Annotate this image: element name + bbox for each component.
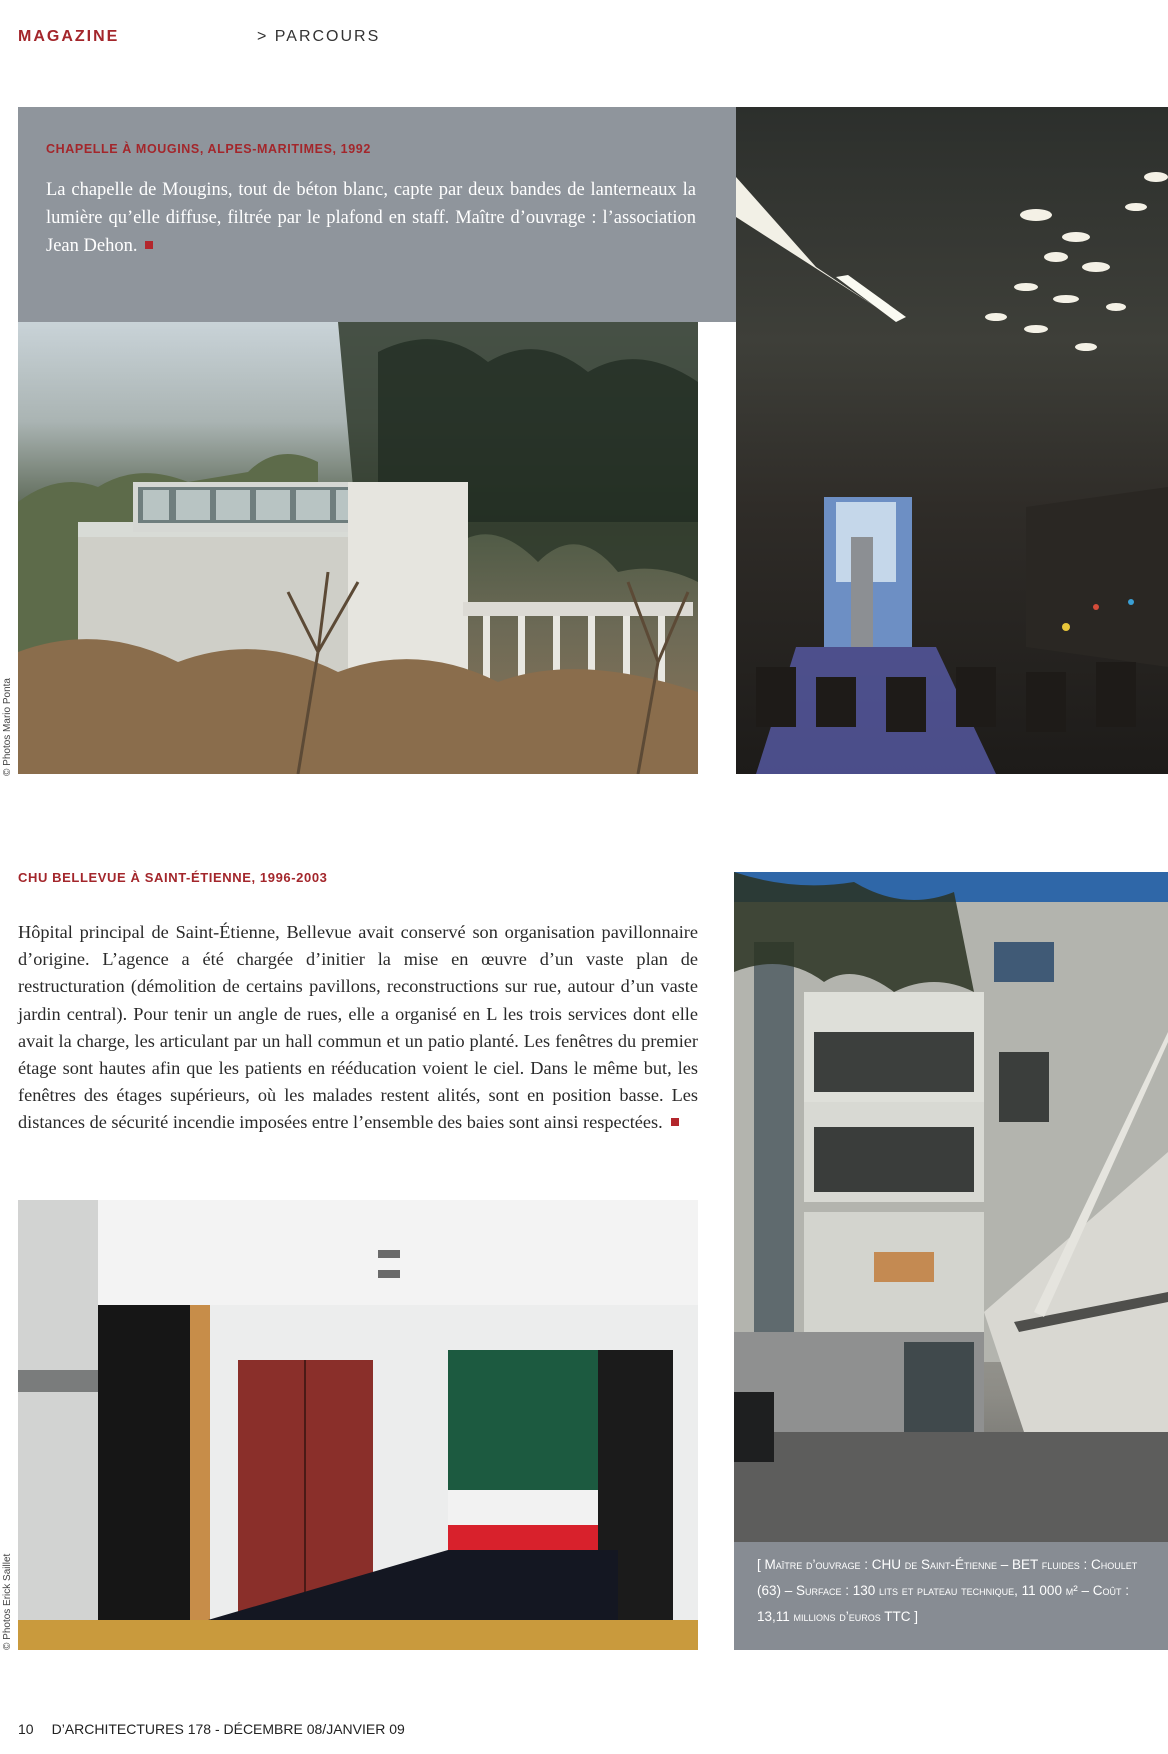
chapel-caption-text: La chapelle de Mougins, tout de béton blanc, capte par deux bandes de lanterneaux la lumière qu’elle diffuse, filtrée par le plafond en staff. Maître d’ouvrage : l’association Jean Dehon. (46, 180, 696, 256)
hospital-info-text: [ Maître d’ouvrage : CHU de Saint-Étienne – BET fluides : Choulet (63) – Surface : 130 lits et plateau technique, 11 000 m² – Coût : 13,11 millions d’euros TTC ] (757, 1557, 1138, 1624)
hospital-photo-credit: © Photos Erick Saillet (2, 1553, 13, 1650)
chapel-photo-credit: © Photos Mario Ponta (2, 678, 13, 776)
hospital-exterior-photo (734, 872, 1168, 1542)
hospital-title: CHU BELLEVUE À SAINT-ÉTIENNE, 1996-2003 (18, 870, 328, 885)
page-number: 10 (18, 1721, 34, 1737)
magazine-section-label: MAGAZINE (18, 28, 120, 45)
page-footer (18, 1721, 405, 1737)
end-mark-icon (671, 1118, 679, 1126)
end-mark-icon (145, 241, 153, 249)
chapel-interior-photo (736, 107, 1168, 774)
chapel-title: CHAPELLE À MOUGINS, ALPES-MARITIMES, 1992 (46, 142, 371, 156)
publication-info: D’ARCHITECTURES 178 - DÉCEMBRE 08/JANVIER 09 (51, 1721, 405, 1737)
chapel-exterior-photo (18, 322, 698, 774)
hospital-interior-photo (18, 1200, 698, 1650)
chapel-caption (46, 176, 696, 260)
parcours-section-label: > PARCOURS (257, 28, 381, 45)
hospital-body-text: Hôpital principal de Saint-Étienne, Bellevue avait conservé son organisation pavillonnaire d’origine. L’agence a été chargée d’initier la mise en œuvre d’un vaste plan de restructuration (démolition de certains pavillons, reconstructions sur rue, autour d’un vaste jardin central). Pour tenir un angle de rues, elle a organisé en L les trois services dont elle avait la charge, les articulant par un hall commun et un patio planté. Les fenêtres du premier étage sont hautes afin que les patients en rééducation voient le ciel. Dans le même but, les fenêtres des étages supérieurs, où les malades restent alités, sont en position basse. Les distances de sécurité incendie imposées entre l’ensemble des baies sont ainsi respectées. (18, 922, 698, 1133)
hospital-body (18, 919, 698, 1137)
